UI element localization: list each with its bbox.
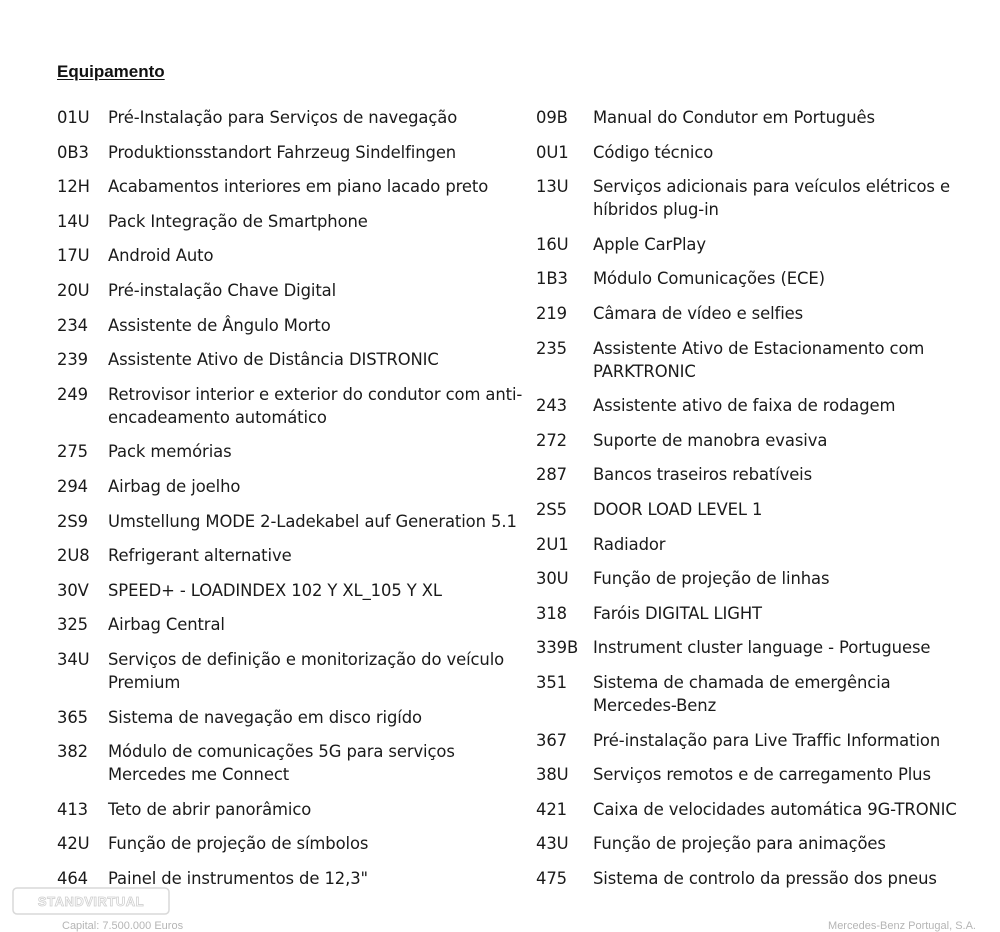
- equipment-code: 272: [536, 430, 567, 450]
- equipment-item: [536, 832, 976, 855]
- equipment-description: Sistema de chamada de emergência Mercedes-Benz: [593, 672, 891, 715]
- equipment-item: [57, 706, 527, 729]
- equipment-item: [536, 636, 976, 659]
- equipment-code: 464: [57, 868, 88, 888]
- equipment-item: [57, 648, 527, 694]
- equipment-code: 2U8: [57, 546, 90, 566]
- equipment-item: [536, 106, 976, 129]
- equipment-description: Apple CarPlay: [593, 234, 706, 254]
- equipment-description: Assistente de Ângulo Morto: [108, 315, 331, 335]
- equipment-code: 421: [536, 799, 567, 819]
- equipment-item: [57, 383, 527, 429]
- equipment-code: 2S5: [536, 499, 567, 519]
- equipment-item: [57, 440, 527, 463]
- equipment-item: [57, 510, 527, 533]
- equipment-item: [536, 671, 976, 717]
- equipment-item: [57, 244, 527, 267]
- equipment-code: 1B3: [536, 269, 568, 289]
- equipment-code: 2S9: [57, 511, 88, 531]
- equipment-description: Faróis DIGITAL LIGHT: [593, 603, 762, 623]
- equipment-list-right: [536, 106, 976, 901]
- equipment-code: 239: [57, 350, 88, 370]
- equipment-code: 12H: [57, 177, 90, 197]
- equipment-code: 30V: [57, 580, 89, 600]
- equipment-item: [57, 475, 527, 498]
- equipment-description: Suporte de manobra evasiva: [593, 430, 828, 450]
- equipment-description: Caixa de velocidades automática 9G-TRONIC: [593, 799, 957, 819]
- equipment-code: 43U: [536, 834, 569, 854]
- equipment-code: 42U: [57, 834, 90, 854]
- equipment-description: Assistente Ativo de Distância DISTRONIC: [108, 350, 439, 370]
- equipment-code: 234: [57, 315, 88, 335]
- equipment-code: 413: [57, 799, 88, 819]
- equipment-code: 249: [57, 384, 88, 404]
- equipment-item: [57, 348, 527, 371]
- equipment-code: 30U: [536, 569, 569, 589]
- equipment-description: Produktionsstandort Fahrzeug Sindelfingen: [108, 142, 457, 162]
- equipment-item: [536, 141, 976, 164]
- equipment-code: 09B: [536, 108, 568, 127]
- equipment-item: [536, 463, 976, 486]
- equipment-item: [57, 740, 527, 786]
- equipment-item: [536, 867, 976, 890]
- equipment-item: [536, 394, 976, 417]
- equipment-item: [57, 141, 527, 164]
- equipment-code: 275: [57, 442, 88, 462]
- equipment-code: 475: [536, 868, 567, 888]
- equipment-description: Acabamentos interiores em piano lacado preto: [108, 177, 489, 197]
- equipment-description: Painel de instrumentos de 12,3": [108, 868, 368, 888]
- equipment-description: Módulo Comunicações (ECE): [593, 269, 825, 289]
- equipment-item: [536, 567, 976, 590]
- equipment-description: Android Auto: [108, 246, 214, 266]
- equipment-code: 243: [536, 396, 567, 416]
- equipment-code: 339B: [536, 638, 579, 658]
- equipment-description: Serviços remotos e de carregamento Plus: [593, 765, 931, 785]
- equipment-code: 235: [536, 338, 567, 358]
- equipment-item: [536, 798, 976, 821]
- equipment-description: Sistema de controlo da pressão dos pneus: [593, 868, 937, 888]
- watermark-text: STANDVIRTUAL: [37, 894, 145, 909]
- equipment-item: [536, 533, 976, 556]
- equipment-description: Pré-instalação para Live Traffic Information: [593, 730, 941, 750]
- equipment-code: 325: [57, 615, 88, 635]
- equipment-item: [536, 498, 976, 521]
- equipment-code: 38U: [536, 765, 569, 785]
- equipment-description: Módulo de comunicações 5G para serviços Mercedes me Connect: [108, 742, 455, 785]
- equipment-description: Função de projeção de linhas: [593, 569, 830, 589]
- equipment-item: [57, 210, 527, 233]
- watermark-logo-icon: [12, 886, 170, 916]
- equipment-code: 287: [536, 465, 567, 485]
- equipment-item: [57, 314, 527, 337]
- equipment-code: 17U: [57, 246, 90, 266]
- footer-company-note: Mercedes-Benz Portugal, S.A.: [828, 920, 976, 932]
- equipment-description: Pack memórias: [108, 442, 232, 462]
- equipment-description: Função de projeção de símbolos: [108, 834, 369, 854]
- equipment-item: [536, 602, 976, 625]
- equipment-description: Instrument cluster language - Portuguese: [593, 638, 931, 658]
- equipment-description: DOOR LOAD LEVEL 1: [593, 499, 763, 519]
- equipment-description: Serviços de definição e monitorização do veículo Premium: [108, 649, 505, 692]
- equipment-description: Assistente ativo de faixa de rodagem: [593, 396, 896, 416]
- equipment-description: Pack Integração de Smartphone: [108, 211, 368, 231]
- equipment-description: Manual do Condutor em Português: [593, 108, 875, 127]
- equipment-item: [536, 337, 976, 383]
- equipment-code: 2U1: [536, 534, 569, 554]
- equipment-description: Código técnico: [593, 142, 714, 162]
- equipment-code: 34U: [57, 649, 90, 669]
- equipment-code: 0U1: [536, 142, 569, 162]
- equipment-description: Sistema de navegação em disco rigído: [108, 707, 422, 727]
- equipment-description: Umstellung MODE 2-Ladekabel auf Generation 5.1: [108, 511, 517, 531]
- equipment-description: Pré-Instalação para Serviços de navegação: [108, 108, 458, 127]
- equipment-code: 13U: [536, 177, 569, 197]
- equipment-code: 367: [536, 730, 567, 750]
- equipment-code: 294: [57, 476, 88, 496]
- equipment-code: 382: [57, 742, 88, 762]
- equipment-code: 20U: [57, 280, 90, 300]
- equipment-description: Bancos traseiros rebatíveis: [593, 465, 813, 485]
- equipment-item: [536, 233, 976, 256]
- equipment-item: [536, 763, 976, 786]
- equipment-item: [57, 579, 527, 602]
- footer-capital-note: Capital: 7.500.000 Euros: [62, 920, 184, 932]
- equipment-description: Airbag de joelho: [108, 476, 241, 496]
- equipment-code: 16U: [536, 234, 569, 254]
- section-title: Equipamento: [57, 62, 165, 81]
- equipment-item: [536, 302, 976, 325]
- equipment-code: 351: [536, 672, 567, 692]
- equipment-item: [536, 267, 976, 290]
- equipment-item: [57, 175, 527, 198]
- equipment-description: Airbag Central: [108, 615, 225, 635]
- equipment-list-left: [57, 106, 527, 901]
- equipment-description: Pré-instalação Chave Digital: [108, 280, 337, 300]
- equipment-item: [57, 798, 527, 821]
- equipment-description: Refrigerant alternative: [108, 546, 292, 566]
- equipment-item: [57, 106, 527, 129]
- equipment-description: Radiador: [593, 534, 666, 554]
- equipment-code: 365: [57, 707, 88, 727]
- equipment-description: Função de projeção para animações: [593, 834, 886, 854]
- equipment-description: SPEED+ - LOADINDEX 102 Y XL_105 Y XL: [108, 580, 442, 600]
- equipment-code: 0B3: [57, 142, 89, 162]
- equipment-item: [536, 729, 976, 752]
- equipment-item: [536, 175, 976, 221]
- equipment-description: Retrovisor interior e exterior do condutor com anti-encadeamento automático: [108, 384, 523, 427]
- equipment-code: 318: [536, 603, 567, 623]
- equipment-description: Câmara de vídeo e selfies: [593, 303, 804, 323]
- equipment-code: 14U: [57, 211, 90, 231]
- equipment-code: 219: [536, 303, 567, 323]
- equipment-item: [57, 613, 527, 636]
- equipment-item: [57, 544, 527, 567]
- equipment-item: [57, 832, 527, 855]
- equipment-description: Assistente Ativo de Estacionamento com PARKTRONIC: [593, 338, 925, 381]
- equipment-item: [57, 279, 527, 302]
- equipment-description: Serviços adicionais para veículos elétricos e híbridos plug-in: [593, 177, 950, 220]
- equipment-description: Teto de abrir panorâmico: [108, 799, 312, 819]
- equipment-code: 01U: [57, 108, 90, 127]
- equipment-item: [536, 429, 976, 452]
